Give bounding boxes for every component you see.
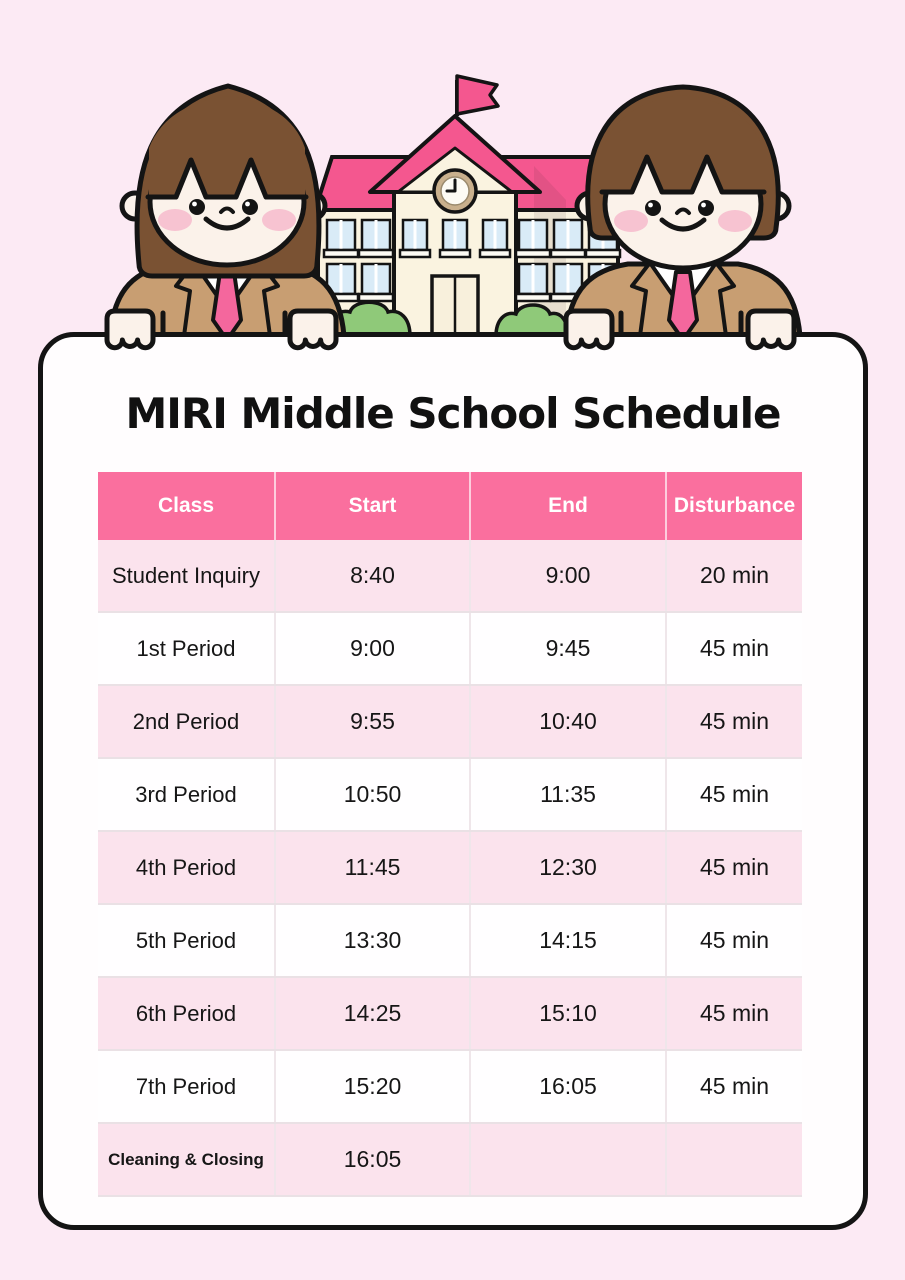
cell-start: 16:05 [275,1123,470,1196]
cell-class: 5th Period [98,904,275,977]
cell-end: 16:05 [470,1050,666,1123]
boy-eye [645,200,661,216]
cell-start: 9:00 [275,612,470,685]
cell-disturbance: 45 min [666,1050,802,1123]
cell-end: 15:10 [470,977,666,1050]
table-row [98,540,802,612]
cell-end: 12:30 [470,831,666,904]
cell-disturbance: 45 min [666,831,802,904]
cell-end [470,1123,666,1196]
cell-disturbance: 45 min [666,685,802,758]
boy-eye [698,200,714,216]
cell-class: 7th Period [98,1050,275,1123]
table-row [98,977,802,1050]
cell-class: 2nd Period [98,685,275,758]
table-row [98,612,802,685]
cell-disturbance: 20 min [666,540,802,612]
cell-class: 4th Period [98,831,275,904]
cell-disturbance: 45 min [666,758,802,831]
girl-eye [242,199,258,215]
schedule-table [98,472,802,1197]
cell-start: 15:20 [275,1050,470,1123]
cell-end: 14:15 [470,904,666,977]
table-row [98,1050,802,1123]
girl-eye [189,199,205,215]
boy-student-illustration [566,87,800,340]
table-header-row [98,472,802,540]
cell-class: 6th Period [98,977,275,1050]
girl-student-illustration [110,86,344,340]
school-flag-icon [457,76,498,114]
table-row [98,831,802,904]
cell-start: 9:55 [275,685,470,758]
cell-disturbance: 45 min [666,904,802,977]
cell-end: 10:40 [470,685,666,758]
header-end: End [470,472,666,540]
cell-start: 10:50 [275,758,470,831]
header-illustration [0,0,905,360]
header-class: Class [98,472,275,540]
cell-disturbance: 45 min [666,977,802,1050]
header-start: Start [275,472,470,540]
boy-cheek [718,210,752,232]
table-row [98,904,802,977]
cell-start: 14:25 [275,977,470,1050]
cell-disturbance: 45 min [666,612,802,685]
cell-end: 9:45 [470,612,666,685]
boy-cheek [614,210,648,232]
cell-start: 11:45 [275,831,470,904]
cell-class: 3rd Period [98,758,275,831]
table-row [98,1123,802,1196]
cell-start: 8:40 [275,540,470,612]
header-disturbance: Disturbance [666,472,802,540]
schedule-card [38,332,868,1230]
cell-class: 1st Period [98,612,275,685]
cell-class: Student Inquiry [98,540,275,612]
girl-cheek [158,209,192,231]
page-title: MIRI Middle School Schedule [125,389,781,438]
cell-start: 13:30 [275,904,470,977]
cell-end: 11:35 [470,758,666,831]
girl-cheek [262,209,296,231]
cell-end: 9:00 [470,540,666,612]
cell-disturbance [666,1123,802,1196]
cell-class: Cleaning & Closing [98,1123,275,1196]
table-row [98,758,802,831]
table-row [98,685,802,758]
